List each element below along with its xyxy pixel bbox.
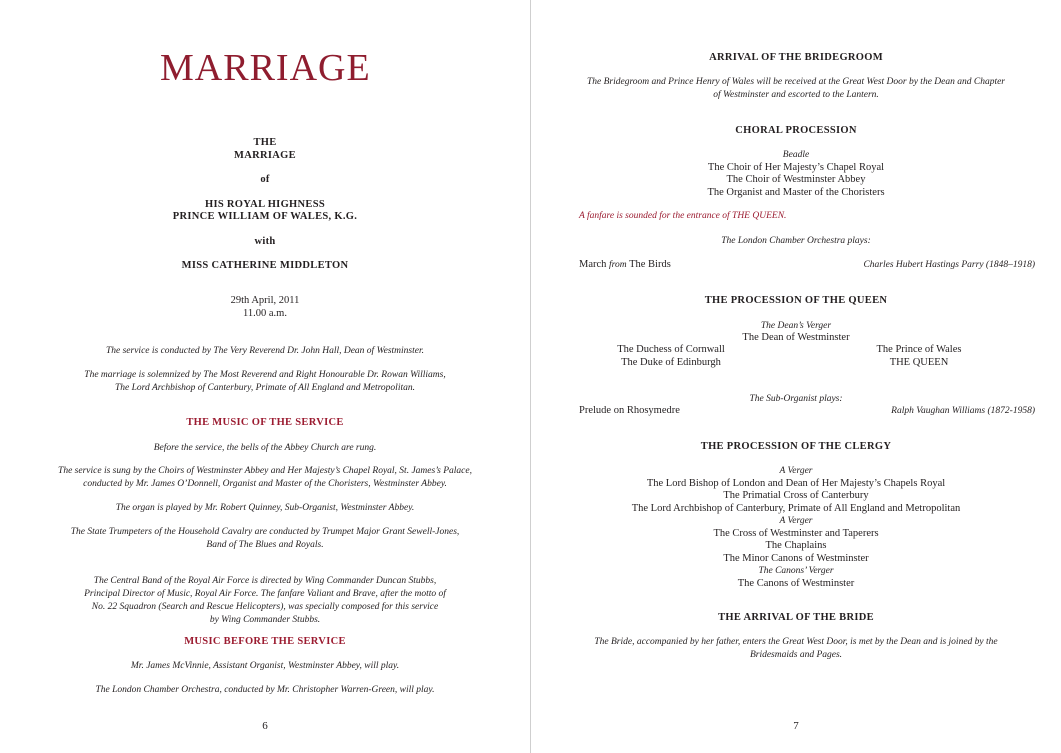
clergy-line: The Primatial Cross of Canterbury xyxy=(723,490,869,501)
couple-line: MARRIAGE xyxy=(234,149,296,161)
bride-line: The Bride, accompanied by her father, enters the Great West Door, is met by the Dean and is joined by the xyxy=(594,637,998,647)
parry-composer: Charles Hubert Hastings Parry (1848–1918) xyxy=(863,260,1035,270)
clergy-line: The Cross of Westminster and Taperers xyxy=(713,527,879,539)
bells-text: Before the service, the bells of the Abbey Church are rung. xyxy=(153,443,377,453)
lco-plays-text: The London Chamber Orchestra plays: xyxy=(721,236,871,246)
clergy-list xyxy=(551,465,1041,590)
raf-line: Principal Director of Music, Royal Air Force. The fanfare Valiant and Brave, after the motto of xyxy=(84,589,446,599)
choral-beadle: Beadle xyxy=(782,150,810,160)
duke-text: The Duke of Edinburgh xyxy=(621,356,721,368)
march-from: from xyxy=(609,260,627,270)
clergy-line: The Chaplains xyxy=(765,540,827,551)
trumpeters-text xyxy=(30,526,500,552)
couple-block xyxy=(150,137,380,273)
sung-line: The service is sung by the Choirs of Westminster Abbey and Her Majesty’s Chapel Royal, St. James’s Palace, xyxy=(58,466,472,476)
raf-line: by Wing Commander Stubbs. xyxy=(209,615,321,625)
couple-line: with xyxy=(254,235,276,247)
raf-line: The Central Band of the Royal Air Force is directed by Wing Commander Duncan Stubbs, xyxy=(93,576,437,586)
bride-heading: THE ARRIVAL OF THE BRIDE xyxy=(718,612,874,623)
raf-line: No. 22 Squadron (Search and Rescue Helicopters), was specially composed for this service xyxy=(91,602,439,612)
solemnized-text xyxy=(30,369,500,395)
choral-line: The Choir of Her Majesty’s Chapel Royal xyxy=(707,161,885,173)
dean-text: The Dean of Westminster xyxy=(742,332,850,343)
royal-right-column xyxy=(849,344,989,369)
march-title xyxy=(579,259,671,272)
couple-line: MISS CATHERINE MIDDLETON xyxy=(181,260,349,271)
sung-line: conducted by Mr. James O’Donnell, Organist and Master of the Choristers, Westminster Abbey. xyxy=(83,479,447,489)
prelude-title: Prelude on Rhosymedre xyxy=(579,405,680,416)
sung-text xyxy=(10,465,520,491)
clergy-line: A Verger xyxy=(779,466,813,476)
clergy-line: A Verger xyxy=(779,516,813,526)
march-prefix: March xyxy=(579,259,607,270)
page-title: MARRIAGE xyxy=(160,47,371,89)
clergy-line: The Lord Bishop of London and Dean of Her Majesty’s Chapels Royal xyxy=(646,477,946,489)
suborganist-text: The Sub-Organist plays: xyxy=(749,394,843,404)
solemnized-line: The marriage is solemnized by The Most Reverend and Right Honourable Dr. Rowan Williams, xyxy=(84,370,446,380)
music-heading: THE MUSIC OF THE SERVICE xyxy=(186,417,344,428)
right-page xyxy=(531,0,1061,753)
choral-heading: CHORAL PROCESSION xyxy=(735,125,857,136)
queen-text: THE QUEEN xyxy=(889,356,949,368)
arrival-heading: ARRIVAL OF THE BRIDEGROOM xyxy=(709,52,883,63)
queen-heading: THE PROCESSION OF THE QUEEN xyxy=(704,295,888,306)
rvw-composer: Ralph Vaughan Williams (1872-1958) xyxy=(891,406,1035,416)
page-number: 7 xyxy=(793,720,799,732)
arrival-line: The Bridegroom and Prince Henry of Wales will be received at the Great West Door by the Dean and Chapter xyxy=(586,77,1006,87)
couple-line: of xyxy=(260,174,270,185)
solemnized-line: The Lord Archbishop of Canterbury, Primate of All England and Metropolitan. xyxy=(115,383,415,393)
choral-line: The Organist and Master of the Choristers xyxy=(707,186,885,198)
before-service-heading: MUSIC BEFORE THE SERVICE xyxy=(184,636,346,647)
clergy-heading: THE PROCESSION OF THE CLERGY xyxy=(700,441,892,452)
page-number: 6 xyxy=(262,720,268,732)
trumpeters-line: The State Trumpeters of the Household Cavalry are conducted by Trumpet Major Grant Sewell-Jones, xyxy=(70,527,460,537)
bride-text xyxy=(551,636,1041,662)
conducted-text: The service is conducted by The Very Reverend Dr. John Hall, Dean of Westminster. xyxy=(105,346,424,356)
fanfare-text: A fanfare is sounded for the entrance of THE QUEEN. xyxy=(579,211,787,221)
clergy-line: The Canons’ Verger xyxy=(758,566,834,576)
raf-text xyxy=(30,575,500,627)
service-date: 29th April, 2011 xyxy=(230,295,300,306)
lco-text: The London Chamber Orchestra, conducted by Mr. Christopher Warren-Green, will play. xyxy=(95,685,435,695)
mcvinnie-text: Mr. James McVinnie, Assistant Organist, Westminster Abbey, will play. xyxy=(130,661,400,671)
prince-text: The Prince of Wales xyxy=(876,344,962,355)
march-suffix: The Birds xyxy=(629,259,671,270)
deans-verger: The Dean’s Verger xyxy=(760,321,832,331)
clergy-line: The Minor Canons of Westminster xyxy=(723,552,869,564)
clergy-line: The Lord Archbishop of Canterbury, Primate of All England and Metropolitan xyxy=(631,502,961,514)
couple-line: HIS ROYAL HIGHNESS xyxy=(205,198,325,210)
couple-line: PRINCE WILLIAM OF WALES, K.G. xyxy=(172,211,358,222)
bride-line: Bridesmaids and Pages. xyxy=(749,650,843,660)
royal-left-column xyxy=(601,344,741,369)
trumpeters-line: Band of The Blues and Royals. xyxy=(206,540,324,550)
couple-line: THE xyxy=(253,137,277,148)
duchess-text: The Duchess of Cornwall xyxy=(617,344,725,355)
choral-line: The Choir of Westminster Abbey xyxy=(726,174,866,185)
service-time: 11.00 a.m. xyxy=(243,307,287,319)
arrival-text xyxy=(551,76,1041,102)
date-block xyxy=(150,295,380,320)
choral-list xyxy=(551,149,1041,199)
organ-text: The organ is played by Mr. Robert Quinney, Sub-Organist, Westminster Abbey. xyxy=(115,503,415,513)
clergy-line: The Canons of Westminster xyxy=(737,577,855,589)
left-page xyxy=(0,0,530,753)
arrival-line: of Westminster and escorted to the Lantern. xyxy=(713,90,879,100)
